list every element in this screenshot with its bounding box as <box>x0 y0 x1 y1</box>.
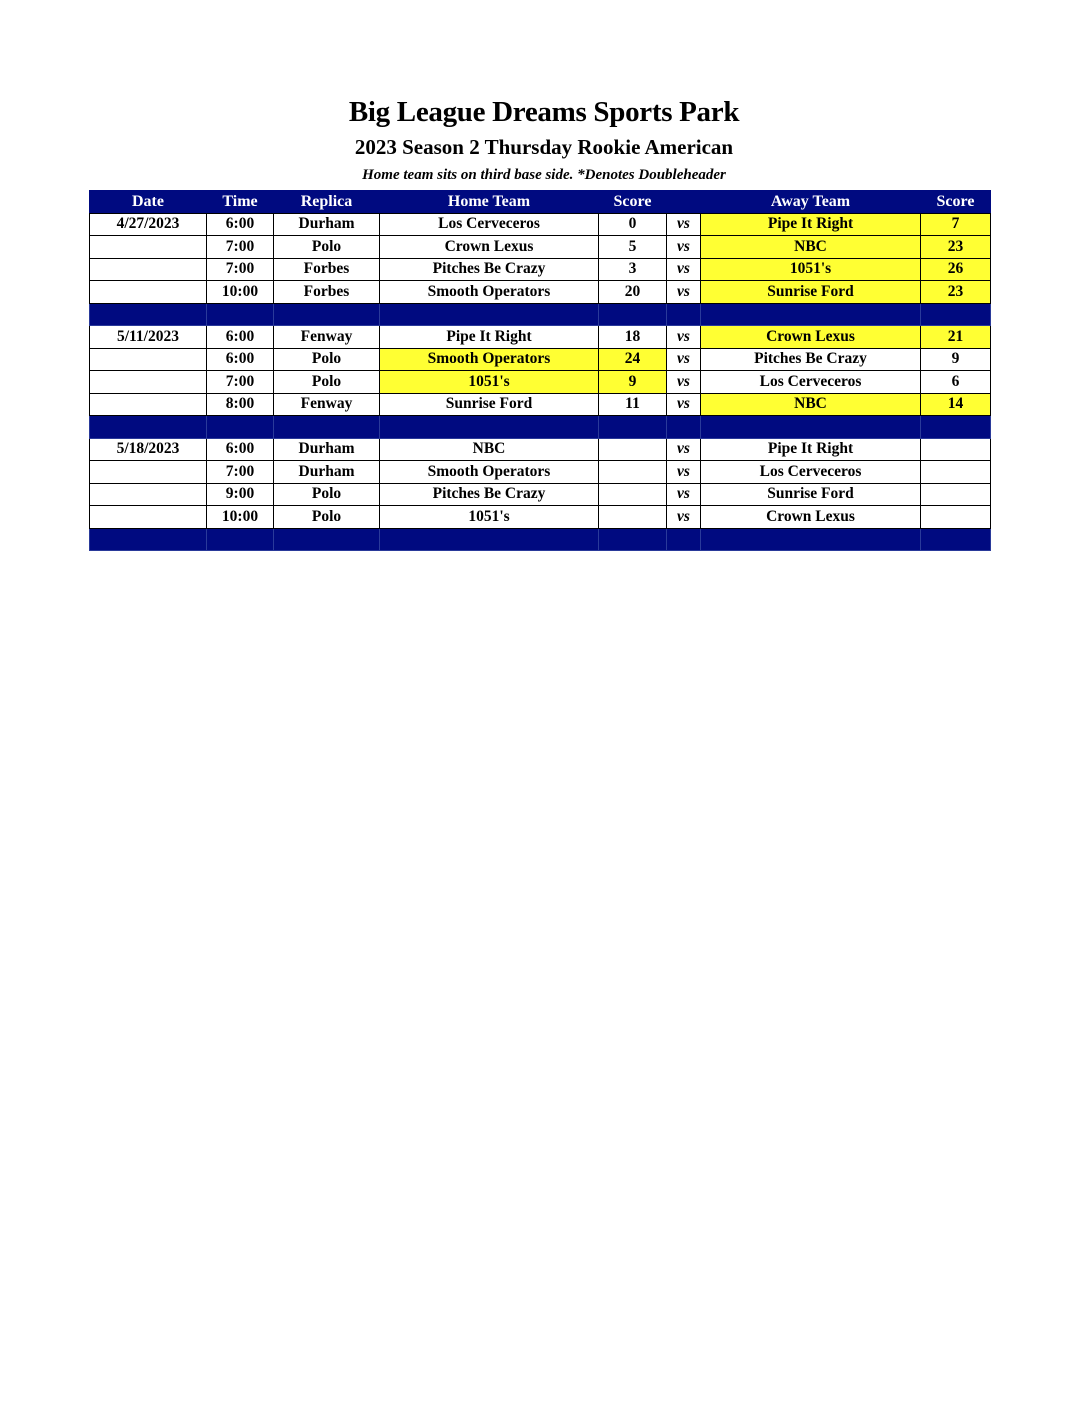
separator-cell <box>90 416 207 439</box>
separator-cell <box>701 303 921 326</box>
separator-cell <box>207 528 274 551</box>
table-row <box>90 371 991 394</box>
date-cell <box>90 461 207 484</box>
week-separator-row <box>90 416 991 439</box>
table-header-row <box>90 191 991 214</box>
separator-cell <box>274 528 380 551</box>
date-cell: 4/27/2023 <box>90 213 207 236</box>
week-separator-row <box>90 303 991 326</box>
time-cell: 9:00 <box>207 483 274 506</box>
table-row <box>90 461 991 484</box>
column-header-home-score: Score <box>599 191 667 214</box>
away-score-cell: 23 <box>921 236 991 259</box>
away-score-cell: 14 <box>921 393 991 416</box>
date-cell <box>90 506 207 529</box>
table-row <box>90 326 991 349</box>
table-row <box>90 236 991 259</box>
home-team-cell: Smooth Operators <box>380 281 599 304</box>
home-score-cell: 9 <box>599 371 667 394</box>
home-team-cell: Smooth Operators <box>380 461 599 484</box>
away-team-cell: Pipe It Right <box>701 438 921 461</box>
table-row <box>90 393 991 416</box>
page-subtitle: 2023 Season 2 Thursday Rookie American <box>354 135 734 159</box>
replica-cell: Durham <box>274 461 380 484</box>
replica-cell: Forbes <box>274 281 380 304</box>
separator-cell <box>274 416 380 439</box>
home-score-cell <box>599 438 667 461</box>
column-header-replica: Replica <box>274 191 380 214</box>
separator-cell <box>921 303 991 326</box>
away-team-cell: Crown Lexus <box>701 326 921 349</box>
away-team-cell: Sunrise Ford <box>701 483 921 506</box>
date-cell <box>90 393 207 416</box>
separator-cell <box>380 528 599 551</box>
column-header-away-team: Away Team <box>701 191 921 214</box>
replica-cell: Polo <box>274 371 380 394</box>
separator-cell <box>701 416 921 439</box>
vs-cell: vs <box>667 281 701 304</box>
column-header-time: Time <box>207 191 274 214</box>
vs-cell: vs <box>667 213 701 236</box>
time-cell: 8:00 <box>207 393 274 416</box>
column-header-vs <box>667 191 701 214</box>
away-score-cell: 6 <box>921 371 991 394</box>
time-cell: 7:00 <box>207 371 274 394</box>
replica-cell: Polo <box>274 348 380 371</box>
time-cell: 6:00 <box>207 213 274 236</box>
home-score-cell: 24 <box>599 348 667 371</box>
table-row <box>90 506 991 529</box>
replica-cell: Polo <box>274 236 380 259</box>
away-team-cell: Pipe It Right <box>701 213 921 236</box>
away-team-cell: NBC <box>701 393 921 416</box>
replica-cell: Polo <box>274 483 380 506</box>
away-team-cell: Los Cerveceros <box>701 371 921 394</box>
home-score-cell: 0 <box>599 213 667 236</box>
date-cell <box>90 371 207 394</box>
away-score-cell: 7 <box>921 213 991 236</box>
separator-cell <box>701 528 921 551</box>
separator-cell <box>380 303 599 326</box>
date-cell <box>90 483 207 506</box>
separator-cell <box>667 416 701 439</box>
time-cell: 7:00 <box>207 461 274 484</box>
away-score-cell <box>921 506 991 529</box>
separator-cell <box>599 303 667 326</box>
separator-cell <box>90 528 207 551</box>
vs-cell: vs <box>667 371 701 394</box>
home-team-cell: Sunrise Ford <box>380 393 599 416</box>
home-team-cell: NBC <box>380 438 599 461</box>
schedule-note: Home team sits on third base side. *Denotes Doubleheader <box>362 167 726 183</box>
separator-cell <box>207 303 274 326</box>
home-team-cell: Pipe It Right <box>380 326 599 349</box>
table-row <box>90 281 991 304</box>
away-score-cell <box>921 461 991 484</box>
away-score-cell: 21 <box>921 326 991 349</box>
away-team-cell: NBC <box>701 236 921 259</box>
time-cell: 7:00 <box>207 236 274 259</box>
home-score-cell <box>599 461 667 484</box>
column-header-home-team: Home Team <box>380 191 599 214</box>
vs-cell: vs <box>667 236 701 259</box>
away-team-cell: Pitches Be Crazy <box>701 348 921 371</box>
away-team-cell: Sunrise Ford <box>701 281 921 304</box>
vs-cell: vs <box>667 258 701 281</box>
home-score-cell: 11 <box>599 393 667 416</box>
time-cell: 10:00 <box>207 506 274 529</box>
separator-cell <box>599 416 667 439</box>
separator-cell <box>274 303 380 326</box>
vs-cell: vs <box>667 438 701 461</box>
date-cell <box>90 236 207 259</box>
date-cell: 5/18/2023 <box>90 438 207 461</box>
table-row <box>90 483 991 506</box>
home-score-cell <box>599 506 667 529</box>
away-score-cell: 26 <box>921 258 991 281</box>
replica-cell: Fenway <box>274 393 380 416</box>
column-header-away-score: Score <box>921 191 991 214</box>
time-cell: 6:00 <box>207 326 274 349</box>
home-team-cell: 1051's <box>380 371 599 394</box>
away-score-cell <box>921 483 991 506</box>
home-team-cell: Pitches Be Crazy <box>380 483 599 506</box>
schedule-body <box>90 213 991 551</box>
time-cell: 6:00 <box>207 348 274 371</box>
separator-cell <box>921 416 991 439</box>
separator-cell <box>380 416 599 439</box>
replica-cell: Durham <box>274 438 380 461</box>
time-cell: 7:00 <box>207 258 274 281</box>
vs-cell: vs <box>667 348 701 371</box>
time-cell: 6:00 <box>207 438 274 461</box>
table-row <box>90 438 991 461</box>
replica-cell: Forbes <box>274 258 380 281</box>
vs-cell: vs <box>667 483 701 506</box>
home-score-cell: 20 <box>599 281 667 304</box>
separator-cell <box>90 303 207 326</box>
date-cell <box>90 281 207 304</box>
table-row <box>90 213 991 236</box>
home-score-cell <box>599 483 667 506</box>
replica-cell: Polo <box>274 506 380 529</box>
home-score-cell: 18 <box>599 326 667 349</box>
home-team-cell: Los Cerveceros <box>380 213 599 236</box>
away-score-cell: 9 <box>921 348 991 371</box>
vs-cell: vs <box>667 393 701 416</box>
schedule-table <box>89 190 991 551</box>
page-title: Big League Dreams Sports Park <box>348 96 740 128</box>
home-team-cell: 1051's <box>380 506 599 529</box>
replica-cell: Fenway <box>274 326 380 349</box>
week-separator-row <box>90 528 991 551</box>
home-team-cell: Smooth Operators <box>380 348 599 371</box>
away-team-cell: 1051's <box>701 258 921 281</box>
vs-cell: vs <box>667 506 701 529</box>
column-header-date: Date <box>90 191 207 214</box>
home-score-cell: 3 <box>599 258 667 281</box>
replica-cell: Durham <box>274 213 380 236</box>
away-score-cell <box>921 438 991 461</box>
separator-cell <box>207 416 274 439</box>
home-score-cell: 5 <box>599 236 667 259</box>
date-cell: 5/11/2023 <box>90 326 207 349</box>
separator-cell <box>599 528 667 551</box>
away-team-cell: Los Cerveceros <box>701 461 921 484</box>
separator-cell <box>667 528 701 551</box>
home-team-cell: Crown Lexus <box>380 236 599 259</box>
table-row <box>90 258 991 281</box>
vs-cell: vs <box>667 326 701 349</box>
date-cell <box>90 258 207 281</box>
separator-cell <box>921 528 991 551</box>
date-cell <box>90 348 207 371</box>
time-cell: 10:00 <box>207 281 274 304</box>
separator-cell <box>667 303 701 326</box>
vs-cell: vs <box>667 461 701 484</box>
table-row <box>90 348 991 371</box>
away-team-cell: Crown Lexus <box>701 506 921 529</box>
away-score-cell: 23 <box>921 281 991 304</box>
home-team-cell: Pitches Be Crazy <box>380 258 599 281</box>
